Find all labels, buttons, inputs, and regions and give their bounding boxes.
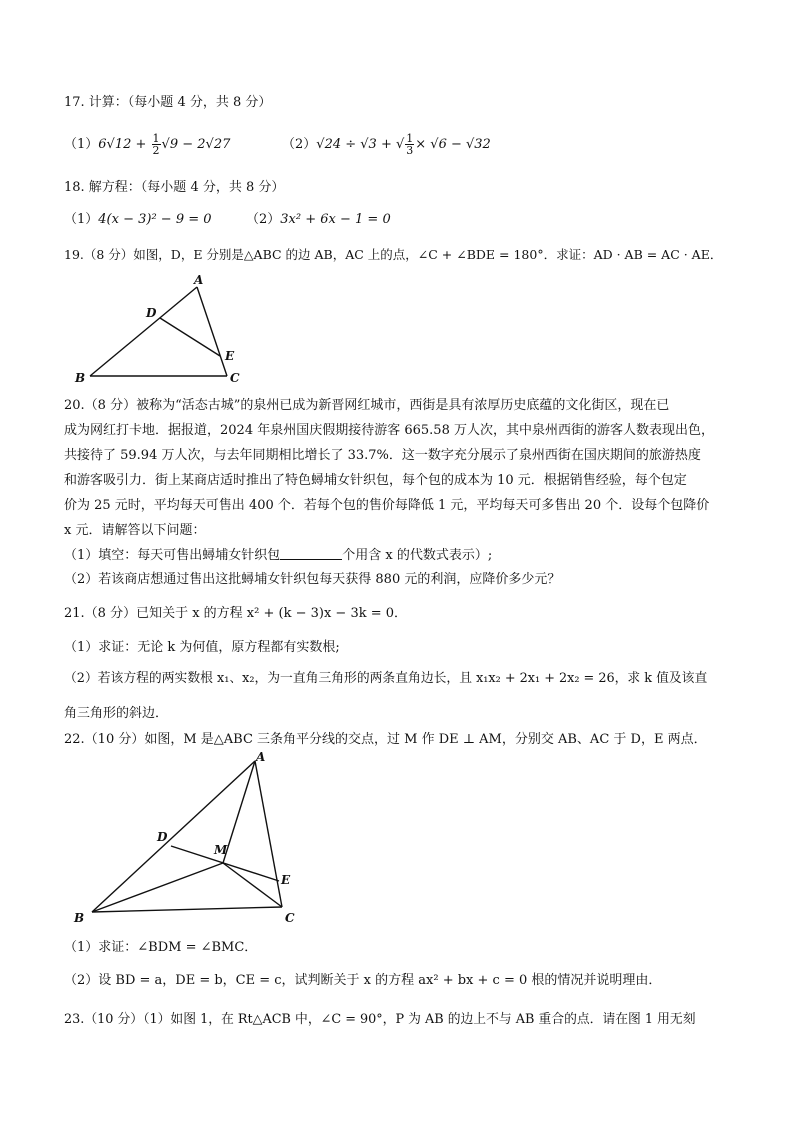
- q17-part2-fraction: $\frac{1}{3}$: [406, 132, 414, 157]
- q19-label-e: E: [225, 349, 235, 363]
- q18-part2-expr: 3x² + 6x − 1 = 0: [280, 212, 391, 227]
- q20-sub1: [64, 547, 492, 564]
- q22-triangle-figure: [68, 752, 308, 928]
- q21-sub2: （2）若该方程的两实数根 x₁、x₂，为一直角三角形的两条直角边长，且 x₁x₂ + 2x₁ + 2x₂ = 26，求 k 值及该直: [64, 671, 708, 686]
- q22-label-d: D: [157, 830, 168, 844]
- q20-line5: 价为 25 元时，平均每天可售出 400 个．若每个包的售价每降低 1 元，平均每天可多售出 20 个．设每个包降价: [64, 498, 710, 513]
- q20-line6: x 元．请解答以下问题：: [64, 523, 206, 538]
- q17-part1-expr-b: √9 − 2√27: [161, 137, 231, 152]
- q18-part2-label: （2）: [246, 212, 281, 227]
- q22-side-bc: [92, 907, 282, 912]
- q19-text: 19.（8 分）如图，D，E 分别是△ABC 的边 AB，AC 上的点，∠C + ∠BDE = 180°．求证：AD · AB = AC · AE．: [64, 247, 723, 262]
- q19-label-d: D: [146, 306, 157, 320]
- q17-part1-fraction: $\frac{1}{2}$: [152, 132, 160, 157]
- q22-sub1: （1）求证：∠BDM = ∠BMC．: [64, 940, 258, 955]
- q20-sub1-text-a: （1）填空：每天可售出蟳埔女针织包: [64, 548, 281, 563]
- q17-title: 17. 计算：（每小题 4 分，共 8 分）: [64, 95, 272, 110]
- q19-triangle-figure: [70, 270, 260, 388]
- q20-line1: 20.（8 分）被称为“活态古城”的泉州已成为新晋网红城市，西街是具有浓厚历史底蕴的文化街区，现在已: [64, 398, 670, 413]
- q22-segment-cm: [223, 863, 282, 907]
- q22-label-b: B: [74, 911, 85, 925]
- q20-line4: 和游客吸引力．街上某商店适时推出了特色蟳埔女针织包，每个包的成本为 10 元．根据销售经验，每个包定: [64, 473, 687, 488]
- q18-part1-label: （1）: [64, 212, 99, 227]
- q22-label-e: E: [281, 873, 291, 887]
- q18-part1-expr: 4(x − 3)² − 9 = 0: [98, 212, 212, 227]
- q22-label-c: C: [285, 911, 295, 925]
- q19-label-a: A: [194, 273, 204, 287]
- q21-sub1: （1）求证：无论 k 为何值，原方程都有实数根;: [64, 640, 340, 655]
- q23-text: 23.（10 分）（1）如图 1，在 Rt△ACB 中，∠C = 90°，P 为 AB 的边上不与 AB 重合的点．请在图 1 用无刻: [64, 1012, 696, 1027]
- q19-side-ac: [197, 287, 227, 376]
- q17-part2-expr-b: × √6 − √32: [415, 137, 491, 152]
- q22-side-ac: [255, 761, 282, 907]
- q18-part1: [64, 212, 212, 228]
- q22-text: 22.（10 分）如图，M 是△ABC 三条角平分线的交点，过 M 作 DE ⊥ AM，分别交 AB、AC 于 D，E 两点．: [64, 732, 707, 747]
- q17-part2-expr-a: √24 ÷ √3 + √: [316, 137, 405, 152]
- q22-label-m: M: [214, 843, 228, 857]
- q17-part2: [282, 133, 491, 156]
- q19-segment-de: [160, 318, 220, 356]
- q17-part1-expr-a: 6√12 +: [98, 137, 151, 152]
- q20-line3: 共接待了 59.94 万人次，与去年同期相比增长了 33.7%．这一数字充分展示了泉州西街在国庆期间的旅游热度: [64, 448, 701, 463]
- q18-part2: [246, 212, 391, 228]
- q17-part1-label: （1）: [64, 137, 99, 152]
- q19-label-b: B: [75, 371, 86, 385]
- q22-label-a: A: [256, 752, 266, 764]
- q20-sub2: （2）若该商店想通过售出这批蟳埔女针织包每天获得 880 元的利润，应降价多少元？: [64, 572, 561, 587]
- q18-title: 18. 解方程：（每小题 4 分，共 8 分）: [64, 180, 285, 195]
- q20-sub1-text-b: 个用含 x 的代数式表示）;: [342, 548, 493, 563]
- q22-segment-bm: [92, 863, 223, 912]
- q22-sub2: （2）设 BD = a，DE = b，CE = c，试判断关于 x 的方程 ax² + bx + c = 0 根的情况并说明理由．: [64, 973, 662, 988]
- q17-part1: [64, 133, 230, 156]
- q19-label-c: C: [230, 371, 240, 385]
- q17-part2-label: （2）: [282, 137, 317, 152]
- q22-side-ab: [92, 761, 255, 912]
- q20-line2: 成为网红打卡地．据报道，2024 年泉州国庆假期接待游客 665.58 万人次，其中泉州西街的游客人数表现出色，: [64, 423, 714, 438]
- q20-answer-blank[interactable]: [280, 547, 342, 560]
- q21-sub2-cont: 角三角形的斜边．: [64, 706, 169, 721]
- q21-text: 21.（8 分）已知关于 x 的方程 x² + (k − 3)x − 3k = 0．: [64, 606, 408, 621]
